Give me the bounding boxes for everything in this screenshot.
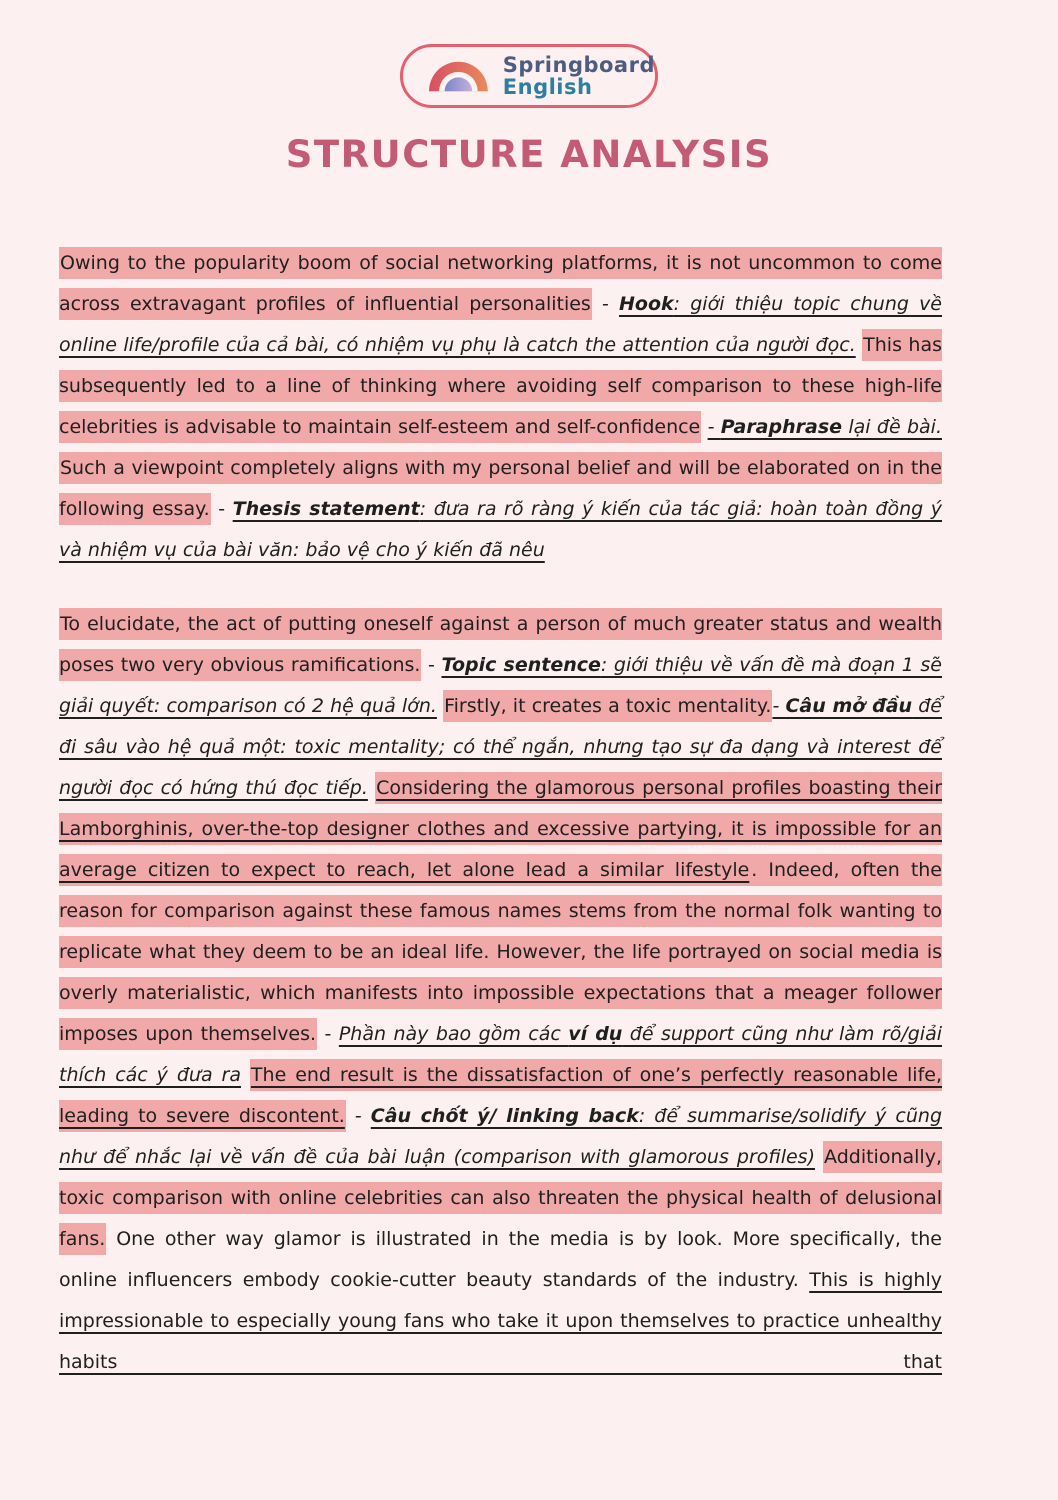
text-segment [241, 1064, 250, 1086]
text-segment: Câu chốt ý/ linking back [370, 1105, 639, 1127]
paragraph [59, 243, 942, 571]
text-segment: Paraphrase [720, 416, 843, 438]
text-segment: để support cũng như làm rõ/giải thích các ý đưa ra [59, 1023, 942, 1086]
text-segment: Considering the glamorous personal profiles boasting their Lamborghinis, over-the-top designer clothes and excessive partying, it is impossible for an average citizen to expect to reach, let alone lead a similar lifestyle [59, 772, 942, 886]
text-segment: - [707, 416, 721, 438]
text-segment: To elucidate, the act of putting oneself against a person of much greater status and wealth poses two very obvious ramifications. [59, 608, 942, 681]
page-title: STRUCTURE ANALYSIS [285, 133, 773, 176]
text-segment: : giới thiệu topic chung về online life/profile của cả bài, có nhiệm vụ phụ là catch the attention của người đọc. [59, 293, 943, 356]
text-segment: Firstly, it creates a toxic mentality. [443, 690, 772, 722]
text-segment: One other way glamor is illustrated in the media is by look. More specifically, the online influencers embody cookie-cutter beauty standards of the industry. [59, 1228, 942, 1291]
text-segment: This is highly impressionable to especially young fans who take it upon themselves to practice unhealthy habits that [59, 1269, 942, 1373]
text-segment: : đưa ra rõ ràng ý kiến của tác giả: hoàn toàn đồng ý và nhiệm vụ của bài văn: bảo vệ cho ý kiến đã nêu [59, 498, 942, 561]
text-segment: Owing to the popularity boom of social networking platforms, it is not uncommon to come across extravagant profiles of influential personalities [59, 247, 942, 320]
text-segment: lại đề bài. [842, 416, 942, 438]
text-segment: Hook [619, 293, 674, 315]
springboard-logo [400, 44, 658, 108]
logo-header [0, 44, 1058, 108]
text-segment: Additionally, toxic comparison with online celebrities can also threaten the physical health of delusional fans. [59, 1141, 942, 1255]
text-segment: - [210, 498, 233, 520]
logo-text-line1: Springboard [502, 52, 655, 77]
text-segment: . Indeed, often the reason for comparison against these famous names stems from the normal folk wanting to replicate what they deem to be an ideal life. However, the life portrayed on social media is overly materialistic, which manifests into impossible expectations that a meager follower imposes upon themselves. [59, 854, 942, 1050]
text-segment: This has subsequently led to a line of thinking where avoiding self comparison to these high-life celebrities is advisable to maintain self-esteem and self-confidence [59, 329, 942, 443]
essay-body [59, 243, 942, 1383]
text-segment: The end result is the dissatisfaction of one’s perfectly reasonable life, leading to severe discontent. [59, 1059, 942, 1132]
text-segment: - [317, 1023, 339, 1045]
paragraph [59, 604, 942, 1383]
text-segment: Topic sentence [441, 654, 601, 676]
text-segment: - [421, 654, 442, 676]
text-segment: - [772, 695, 786, 717]
text-segment: ví dụ [568, 1023, 623, 1045]
text-segment: để đi sâu vào hệ quả một: toxic mentality; có thể ngắn, nhưng tạo sự đa dạng và interest để người đọc có hứng thú đọc tiếp. [59, 695, 942, 799]
text-segment: : giới thiệu về vấn đề mà đoạn 1 sẽ giải quyết: comparison có 2 hệ quả lớn. [59, 654, 942, 717]
logo-text-line2: English [502, 75, 593, 99]
rainbow-arch-icon [429, 60, 488, 93]
text-segment: Thesis statement [232, 498, 420, 520]
text-segment: - [591, 293, 620, 315]
logo-wordmark [503, 54, 655, 99]
text-segment: Such a viewpoint completely aligns with my personal belief and will be elaborated on in the following essay. [59, 452, 942, 525]
text-segment: Câu mở đầu [785, 695, 913, 717]
text-segment: - [345, 1105, 371, 1127]
text-segment: : để summarise/solidify ý cũng như để nhắc lại về vấn đề của bài luận (comparison with glamorous profiles) [59, 1105, 943, 1168]
text-segment: Phần này bao gồm các [338, 1023, 569, 1045]
text-segment [815, 1146, 823, 1168]
